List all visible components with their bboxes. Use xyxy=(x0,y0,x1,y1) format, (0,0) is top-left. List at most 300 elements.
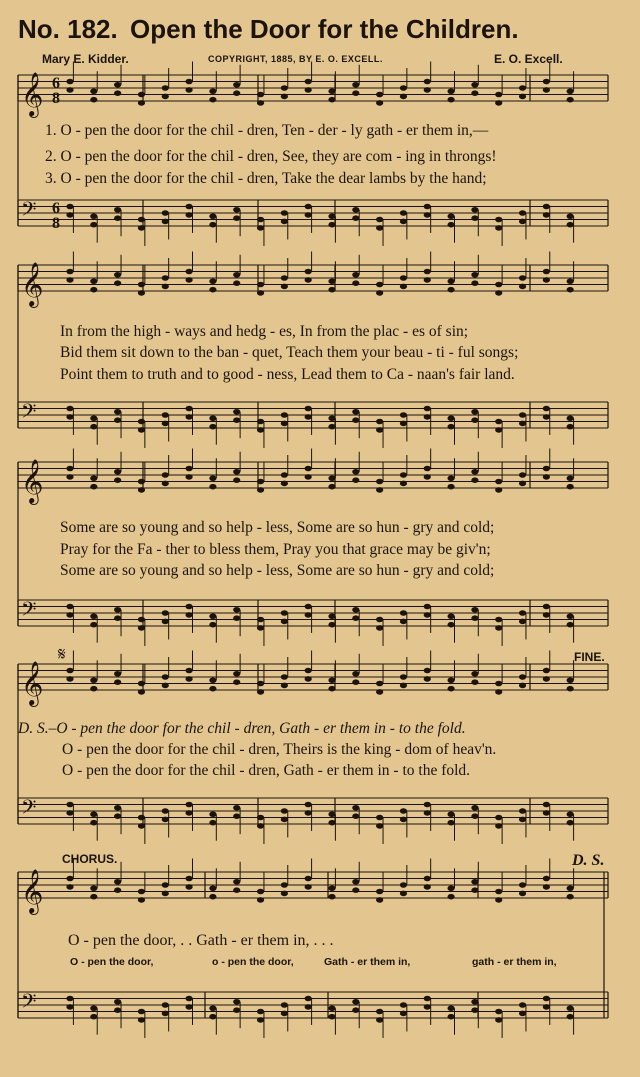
note-head xyxy=(233,813,240,819)
note-head xyxy=(567,677,574,683)
note-head xyxy=(185,277,192,283)
note-head xyxy=(376,290,383,296)
note-head xyxy=(209,475,216,481)
note-head xyxy=(305,414,312,420)
note-head xyxy=(447,97,454,103)
hymn-title: Open the Door for the Children. xyxy=(130,14,519,44)
note-head xyxy=(114,615,121,621)
note-head xyxy=(305,1004,312,1010)
note-head xyxy=(519,674,526,680)
note-head xyxy=(114,207,121,213)
note-head xyxy=(519,412,526,418)
note-head xyxy=(424,1004,431,1010)
note-head xyxy=(567,686,574,692)
note-head xyxy=(281,412,288,418)
note-head xyxy=(138,419,145,425)
note-head xyxy=(66,612,73,618)
note-head xyxy=(138,625,145,631)
treble-clef-icon: 𝄞 xyxy=(21,661,44,705)
note-head xyxy=(447,1005,454,1011)
note-head xyxy=(281,219,288,225)
note-head xyxy=(305,277,312,283)
note-head xyxy=(328,415,335,421)
note-head xyxy=(328,885,335,891)
note-head xyxy=(233,477,240,483)
note-head xyxy=(543,802,550,808)
note-head xyxy=(495,217,502,223)
note-head xyxy=(233,879,240,885)
note-head xyxy=(352,272,359,278)
note-head xyxy=(90,1005,97,1011)
note-head xyxy=(114,477,121,483)
note-head xyxy=(90,287,97,293)
note-head xyxy=(543,212,550,218)
note-head xyxy=(567,88,574,94)
note-head xyxy=(114,469,121,475)
note-head xyxy=(471,679,478,685)
note-head xyxy=(328,424,335,430)
note-head xyxy=(424,668,431,674)
note-head xyxy=(471,272,478,278)
note-head xyxy=(376,681,383,687)
note-head xyxy=(90,885,97,891)
note-head xyxy=(567,613,574,619)
note-head xyxy=(257,217,264,223)
note-head xyxy=(209,1014,216,1020)
note-head xyxy=(90,97,97,103)
note-head xyxy=(209,88,216,94)
note-head xyxy=(543,668,550,674)
note-head xyxy=(400,210,407,216)
note-head xyxy=(185,810,192,816)
note-head xyxy=(305,406,312,412)
note-head xyxy=(90,424,97,430)
note-head xyxy=(257,419,264,425)
note-head xyxy=(257,1009,264,1015)
note-head xyxy=(400,882,407,888)
note-head xyxy=(162,817,169,823)
note-head xyxy=(376,487,383,493)
note-head xyxy=(400,481,407,487)
note-head xyxy=(162,210,169,216)
note-head xyxy=(305,676,312,682)
note-head xyxy=(495,689,502,695)
lyric-s4-v2: O - pen the door for the chil - dren, Theirs is the king - dom of heav'n. xyxy=(62,741,497,758)
note-head xyxy=(471,477,478,483)
note-head xyxy=(233,417,240,423)
note-head xyxy=(447,475,454,481)
note-head xyxy=(185,668,192,674)
bass-clef-icon: 𝄢 xyxy=(21,197,37,226)
note-head xyxy=(543,876,550,882)
time-signature-bottom: 8 xyxy=(52,90,60,107)
note-head xyxy=(424,212,431,218)
note-head xyxy=(305,604,312,610)
note-head xyxy=(185,474,192,480)
note-head xyxy=(447,811,454,817)
note-head xyxy=(495,290,502,296)
note-head xyxy=(447,677,454,683)
note-head xyxy=(447,484,454,490)
bass-clef-icon: 𝄢 xyxy=(21,795,37,824)
ds-marking: D. S. xyxy=(572,852,605,869)
note-head xyxy=(138,100,145,106)
note-head xyxy=(305,810,312,816)
note-head xyxy=(90,213,97,219)
note-head xyxy=(519,683,526,689)
note-head xyxy=(543,466,550,472)
note-head xyxy=(519,85,526,91)
note-head xyxy=(257,625,264,631)
note-head xyxy=(495,92,502,98)
note-head xyxy=(281,674,288,680)
note-head xyxy=(400,85,407,91)
note-head xyxy=(352,805,359,811)
note-head xyxy=(567,222,574,228)
note-head xyxy=(138,479,145,485)
note-head xyxy=(495,1009,502,1015)
note-head xyxy=(138,897,145,903)
note-head xyxy=(471,887,478,893)
note-head xyxy=(305,269,312,275)
time-signature-top: 6 xyxy=(52,75,60,92)
chorus-label: CHORUS. xyxy=(62,852,118,866)
note-head xyxy=(424,802,431,808)
note-head xyxy=(162,674,169,680)
note-head xyxy=(424,604,431,610)
note-head xyxy=(567,97,574,103)
note-head xyxy=(471,280,478,286)
note-head xyxy=(233,679,240,685)
note-head xyxy=(233,805,240,811)
note-head xyxy=(138,1009,145,1015)
note-head xyxy=(567,213,574,219)
note-head xyxy=(519,1011,526,1017)
note-head xyxy=(376,282,383,288)
note-head xyxy=(543,604,550,610)
note-head xyxy=(471,90,478,96)
note-head xyxy=(185,466,192,472)
bass-clef-icon: 𝄢 xyxy=(21,989,37,1018)
note-head xyxy=(447,88,454,94)
note-head xyxy=(424,466,431,472)
note-head xyxy=(328,213,335,219)
note-head xyxy=(162,1002,169,1008)
note-head xyxy=(328,622,335,628)
note-head xyxy=(495,282,502,288)
note-head xyxy=(162,891,169,897)
note-head xyxy=(233,215,240,221)
note-head xyxy=(400,808,407,814)
note-head xyxy=(543,1004,550,1010)
chorus-upper-lyric: O - pen the door, . . Gath - er them in, . . . xyxy=(68,932,334,949)
note-head xyxy=(162,275,169,281)
note-head xyxy=(233,615,240,621)
note-head xyxy=(352,417,359,423)
note-head xyxy=(281,891,288,897)
note-head xyxy=(257,100,264,106)
note-head xyxy=(519,421,526,427)
note-head xyxy=(281,210,288,216)
note-head xyxy=(138,290,145,296)
note-head xyxy=(281,472,288,478)
note-head xyxy=(257,92,264,98)
note-head xyxy=(400,610,407,616)
note-head xyxy=(281,817,288,823)
note-head xyxy=(328,278,335,284)
note-head xyxy=(543,996,550,1002)
note-head xyxy=(519,284,526,290)
note-head xyxy=(352,607,359,613)
note-head xyxy=(305,87,312,93)
note-head xyxy=(519,808,526,814)
note-head xyxy=(376,100,383,106)
note-head xyxy=(424,676,431,682)
note-head xyxy=(352,477,359,483)
note-head xyxy=(567,1005,574,1011)
note-head xyxy=(257,427,264,433)
note-head xyxy=(281,683,288,689)
note-head xyxy=(138,617,145,623)
note-head xyxy=(543,676,550,682)
note-head xyxy=(400,891,407,897)
note-head xyxy=(114,272,121,278)
note-head xyxy=(209,811,216,817)
note-head xyxy=(400,219,407,225)
note-head xyxy=(209,213,216,219)
note-head xyxy=(447,278,454,284)
note-head xyxy=(185,79,192,85)
note-head xyxy=(257,617,264,623)
lyric-s4-ds: D. S.–O - pen the door for the chil - dren, Gath - er them in - to the fold. xyxy=(18,720,466,737)
note-head xyxy=(233,887,240,893)
note-head xyxy=(90,811,97,817)
note-head xyxy=(90,278,97,284)
note-head xyxy=(495,100,502,106)
note-head xyxy=(519,891,526,897)
note-head xyxy=(257,282,264,288)
note-head xyxy=(66,212,73,218)
note-head xyxy=(495,617,502,623)
note-head xyxy=(185,406,192,412)
note-head xyxy=(447,894,454,900)
note-head xyxy=(328,475,335,481)
note-head xyxy=(209,613,216,619)
note-head xyxy=(352,879,359,885)
treble-clef-icon: 𝄞 xyxy=(21,72,44,116)
note-head xyxy=(257,815,264,821)
note-head xyxy=(519,275,526,281)
note-head xyxy=(400,817,407,823)
note-head xyxy=(495,479,502,485)
note-head xyxy=(567,894,574,900)
note-head xyxy=(257,479,264,485)
note-head xyxy=(185,604,192,610)
note-head xyxy=(376,889,383,895)
note-head xyxy=(138,815,145,821)
note-head xyxy=(471,805,478,811)
note-head xyxy=(352,615,359,621)
note-head xyxy=(471,813,478,819)
note-head xyxy=(114,805,121,811)
note-head xyxy=(352,679,359,685)
note-head xyxy=(328,820,335,826)
lyric-s1-v3: 3. O - pen the door for the chil - dren, Take the dear lambs by the hand; xyxy=(45,170,487,187)
note-head xyxy=(352,207,359,213)
note-head xyxy=(352,813,359,819)
note-head xyxy=(471,469,478,475)
segno-icon: 𝄋 xyxy=(58,644,66,665)
note-head xyxy=(305,204,312,210)
note-head xyxy=(305,466,312,472)
note-head xyxy=(185,212,192,218)
note-head xyxy=(328,88,335,94)
note-head xyxy=(328,1014,335,1020)
note-head xyxy=(352,82,359,88)
note-head xyxy=(66,466,73,472)
note-head xyxy=(376,823,383,829)
note-head xyxy=(376,225,383,231)
note-head xyxy=(305,474,312,480)
note-head xyxy=(447,424,454,430)
note-head xyxy=(305,876,312,882)
note-head xyxy=(543,406,550,412)
note-head xyxy=(376,92,383,98)
note-head xyxy=(162,481,169,487)
note-head xyxy=(185,204,192,210)
note-head xyxy=(305,884,312,890)
note-head xyxy=(328,677,335,683)
note-head xyxy=(209,622,216,628)
note-head xyxy=(328,97,335,103)
note-head xyxy=(471,671,478,677)
note-head xyxy=(471,207,478,213)
note-head xyxy=(185,676,192,682)
note-head xyxy=(567,484,574,490)
lyric-s1-v1: 1. O - pen the door for the chil - dren, Ten - der - ly gath - er them in,— xyxy=(45,122,489,139)
note-head xyxy=(424,612,431,618)
note-head xyxy=(567,287,574,293)
note-head xyxy=(543,87,550,93)
note-head xyxy=(543,810,550,816)
lyric-s2-v3: Point them to truth and to good - ness, Lead them to Ca - naan's fair land. xyxy=(60,366,515,383)
note-head xyxy=(114,813,121,819)
note-head xyxy=(471,1007,478,1013)
note-head xyxy=(66,79,73,85)
note-head xyxy=(138,282,145,288)
note-head xyxy=(328,686,335,692)
time-signature-top-bass: 6 xyxy=(52,200,60,217)
lyric-s2-v1: In from the high - ways and hedg - es, In from the plac - es of sin; xyxy=(60,323,469,340)
note-head xyxy=(328,222,335,228)
note-head xyxy=(66,414,73,420)
note-head xyxy=(162,412,169,418)
lyric-s4-v3: O - pen the door for the chil - dren, Gath - er them in - to the fold. xyxy=(62,762,471,779)
note-head xyxy=(114,417,121,423)
lyricist: Mary E. Kidder. xyxy=(42,52,129,66)
note-head xyxy=(471,409,478,415)
note-head xyxy=(66,676,73,682)
note-head xyxy=(495,487,502,493)
note-head xyxy=(543,612,550,618)
note-head xyxy=(424,810,431,816)
note-head xyxy=(305,802,312,808)
note-head xyxy=(66,87,73,93)
note-head xyxy=(519,619,526,625)
note-head xyxy=(519,481,526,487)
note-head xyxy=(519,219,526,225)
note-head xyxy=(66,668,73,674)
note-head xyxy=(162,219,169,225)
note-head xyxy=(209,894,216,900)
note-head xyxy=(114,1007,121,1013)
note-head xyxy=(400,619,407,625)
note-head xyxy=(400,94,407,100)
note-head xyxy=(114,679,121,685)
note-head xyxy=(66,802,73,808)
note-head xyxy=(281,421,288,427)
note-head xyxy=(233,469,240,475)
note-head xyxy=(471,999,478,1005)
note-head xyxy=(376,1009,383,1015)
note-head xyxy=(90,686,97,692)
note-head xyxy=(185,414,192,420)
note-head xyxy=(257,889,264,895)
treble-clef-icon: 𝄞 xyxy=(21,459,44,503)
note-head xyxy=(305,212,312,218)
note-head xyxy=(185,87,192,93)
note-head xyxy=(66,884,73,890)
chorus-lower-word-3: Gath - er them in, xyxy=(324,956,411,968)
note-head xyxy=(257,225,264,231)
note-head xyxy=(114,879,121,885)
note-head xyxy=(424,406,431,412)
note-head xyxy=(495,889,502,895)
note-head xyxy=(114,887,121,893)
note-head xyxy=(138,427,145,433)
fine-marking: FINE. xyxy=(574,650,605,664)
note-head xyxy=(471,82,478,88)
note-head xyxy=(138,217,145,223)
note-head xyxy=(352,1007,359,1013)
note-head xyxy=(66,1004,73,1010)
note-head xyxy=(328,613,335,619)
note-head xyxy=(400,275,407,281)
note-head xyxy=(185,269,192,275)
note-head xyxy=(519,94,526,100)
note-head xyxy=(114,280,121,286)
note-head xyxy=(543,474,550,480)
note-head xyxy=(376,479,383,485)
note-head xyxy=(305,79,312,85)
note-head xyxy=(281,808,288,814)
note-head xyxy=(162,472,169,478)
chorus-lower-word-1: O - pen the door, xyxy=(70,956,154,968)
note-head xyxy=(567,475,574,481)
note-head xyxy=(471,615,478,621)
note-head xyxy=(138,225,145,231)
note-head xyxy=(495,419,502,425)
note-head xyxy=(281,610,288,616)
note-head xyxy=(328,484,335,490)
note-head xyxy=(209,484,216,490)
note-head xyxy=(162,683,169,689)
note-head xyxy=(162,619,169,625)
note-head xyxy=(519,882,526,888)
note-head xyxy=(447,613,454,619)
note-head xyxy=(138,889,145,895)
note-head xyxy=(162,94,169,100)
